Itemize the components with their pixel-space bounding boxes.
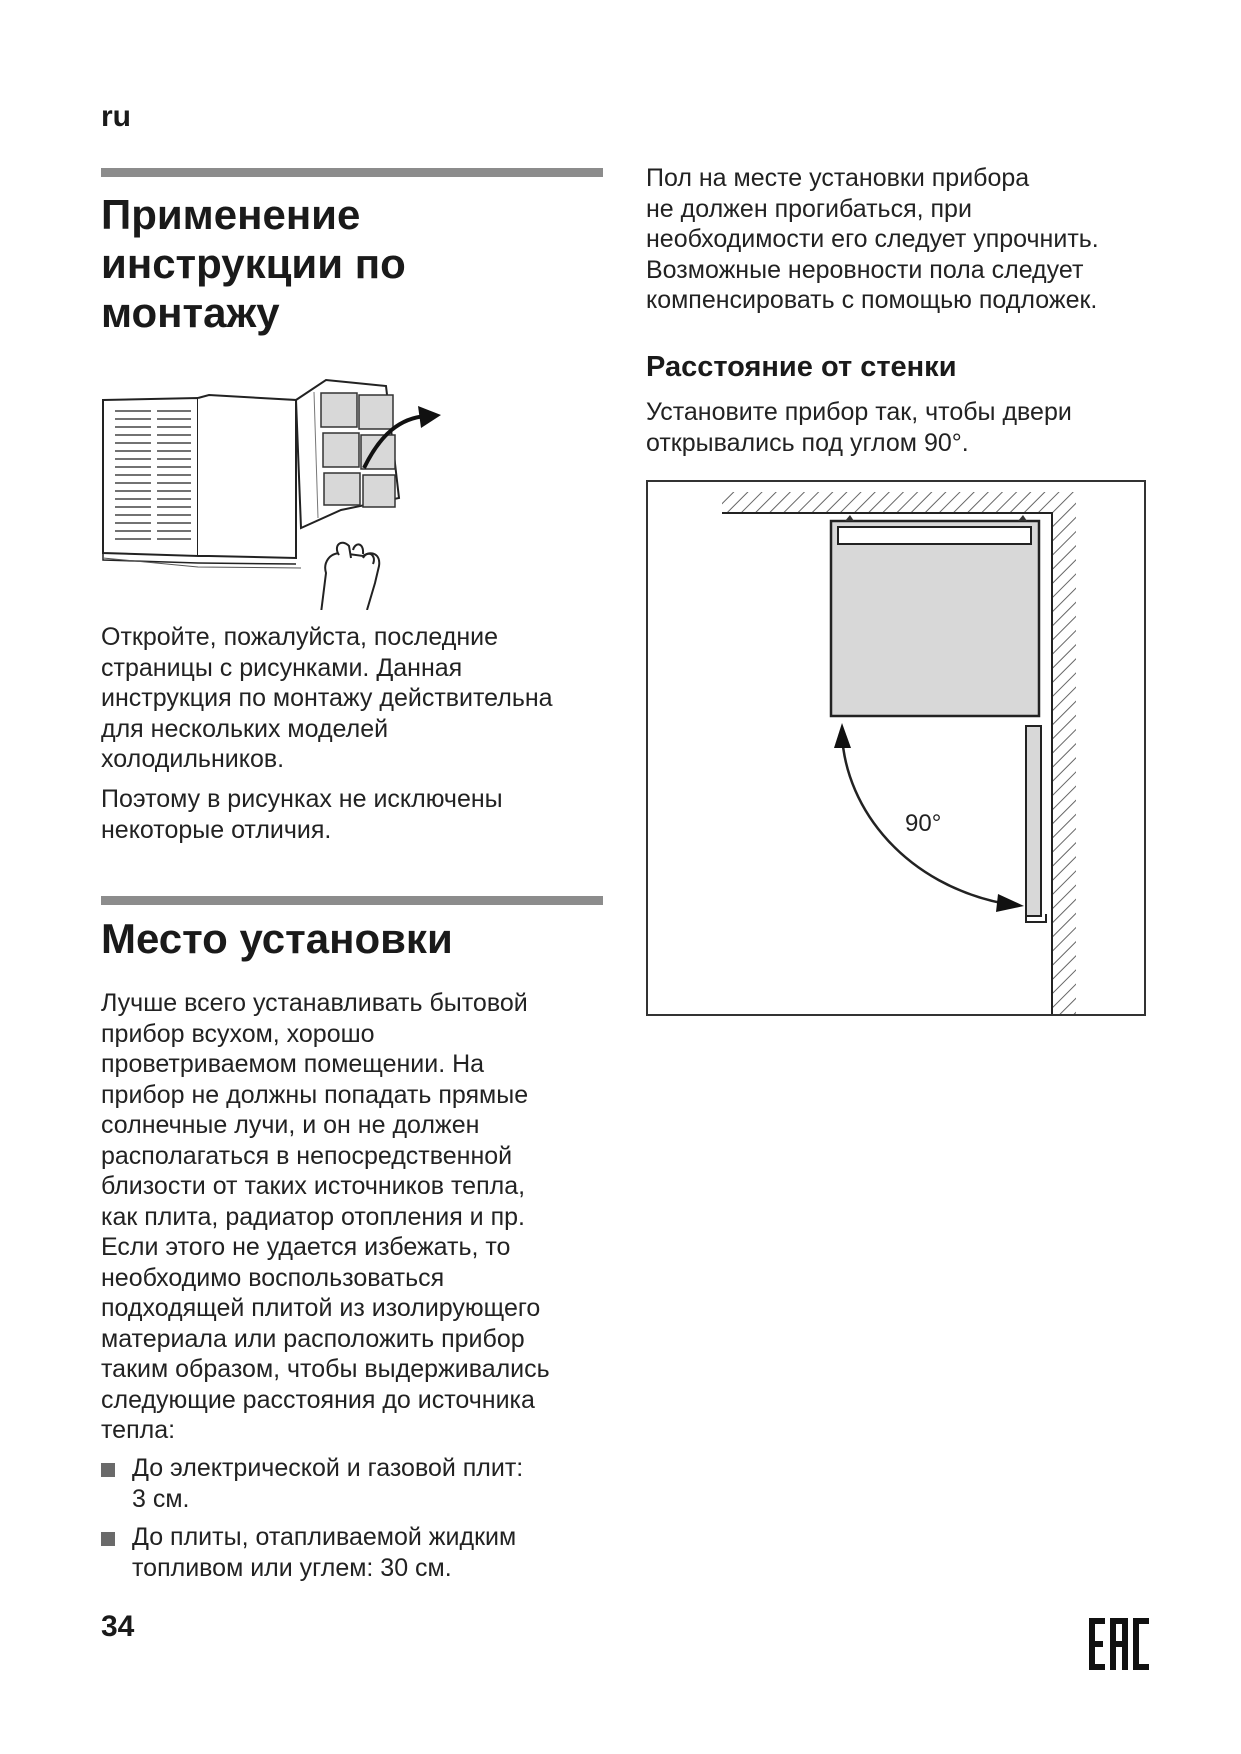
text-line: До плиты, отапливаемой жидким bbox=[132, 1523, 517, 1551]
text-line: не должен прогибаться, при bbox=[646, 194, 972, 223]
text-line: Откройте, пожалуйста, последние bbox=[101, 623, 499, 651]
section-title-location: Место установки bbox=[101, 915, 453, 962]
eac-mark-icon bbox=[1089, 1618, 1149, 1670]
text-line: как плита, радиатор отопления и пр. bbox=[101, 1202, 525, 1231]
text-line: Возможные неровности пола следует bbox=[646, 255, 1084, 284]
text-line: материала или расположить прибор bbox=[101, 1324, 525, 1353]
language-code: ru bbox=[101, 100, 131, 133]
text-line: холодильников. bbox=[101, 745, 285, 773]
paragraph-open-pages bbox=[101, 622, 601, 775]
text-line: инструкция по монтажу действительна bbox=[101, 684, 553, 712]
text-line: компенсировать с помощью подложек. bbox=[646, 286, 1098, 314]
text-line: прибор не должны попадать прямые bbox=[101, 1080, 529, 1109]
text-line: 3 см. bbox=[132, 1484, 190, 1513]
paragraph-floor bbox=[646, 163, 1146, 316]
manual-illustration bbox=[101, 378, 471, 610]
paragraph-wall-distance bbox=[646, 397, 1146, 458]
text-line: Пол на месте установки прибора bbox=[646, 164, 1030, 192]
section-title-instructions bbox=[101, 190, 601, 337]
list-item bbox=[101, 1453, 601, 1514]
bullet-square-icon bbox=[101, 1532, 115, 1546]
text-line: некоторые отличия. bbox=[101, 815, 332, 844]
text-line: тепла: bbox=[101, 1416, 176, 1444]
distance-list bbox=[101, 1453, 601, 1591]
text-line: проветриваемом помещении. На bbox=[101, 1050, 485, 1078]
text-line: необходимости его следует упрочнить. bbox=[646, 225, 1099, 253]
text-line: До электрической и газовой плит: bbox=[132, 1454, 524, 1482]
title-line: монтажу bbox=[101, 289, 280, 336]
text-line: близости от таких источников тепла, bbox=[101, 1172, 526, 1200]
text-line: Если этого не удается избежать, то bbox=[101, 1233, 511, 1261]
text-line: Поэтому в рисунках не исключены bbox=[101, 785, 503, 813]
text-line: Установите прибор так, чтобы двери bbox=[646, 398, 1072, 426]
section-rule bbox=[101, 896, 603, 905]
door-angle-diagram bbox=[646, 480, 1146, 1016]
section-rule bbox=[101, 168, 603, 177]
text-line: для нескольких моделей bbox=[101, 714, 389, 743]
text-line: страницы с рисунками. Данная bbox=[101, 653, 463, 682]
text-line: подходящей плитой из изолирующего bbox=[101, 1294, 541, 1322]
bullet-square-icon bbox=[101, 1463, 115, 1477]
appliance-top-panel bbox=[838, 527, 1031, 544]
text-line: прибор всухом, хорошо bbox=[101, 1019, 375, 1048]
text-line: таким образом, чтобы выдерживались bbox=[101, 1355, 550, 1383]
text-line: топливом или углем: 30 см. bbox=[132, 1553, 452, 1582]
appliance-body bbox=[831, 521, 1039, 716]
text-line: необходимо воспользоваться bbox=[101, 1263, 445, 1292]
open-door bbox=[1026, 726, 1041, 916]
text-line: солнечные лучи, и он не должен bbox=[101, 1111, 480, 1139]
angle-label: 90° bbox=[905, 810, 942, 837]
text-line: Лучше всего устанавливать бытовой bbox=[101, 989, 528, 1017]
page-number: 34 bbox=[101, 1610, 135, 1643]
text-line: следующие расстояния до источника bbox=[101, 1385, 535, 1414]
title-line: инструкции по bbox=[101, 240, 406, 287]
subheading-wall-distance: Расстояние от стенки bbox=[646, 351, 957, 383]
text-line: открывались под углом 90°. bbox=[646, 428, 969, 457]
text-line: располагаться в непосредственной bbox=[101, 1141, 513, 1170]
paragraph-location bbox=[101, 988, 601, 1446]
paragraph-differences bbox=[101, 784, 601, 845]
title-line: Применение bbox=[101, 191, 361, 238]
list-item bbox=[101, 1522, 601, 1583]
